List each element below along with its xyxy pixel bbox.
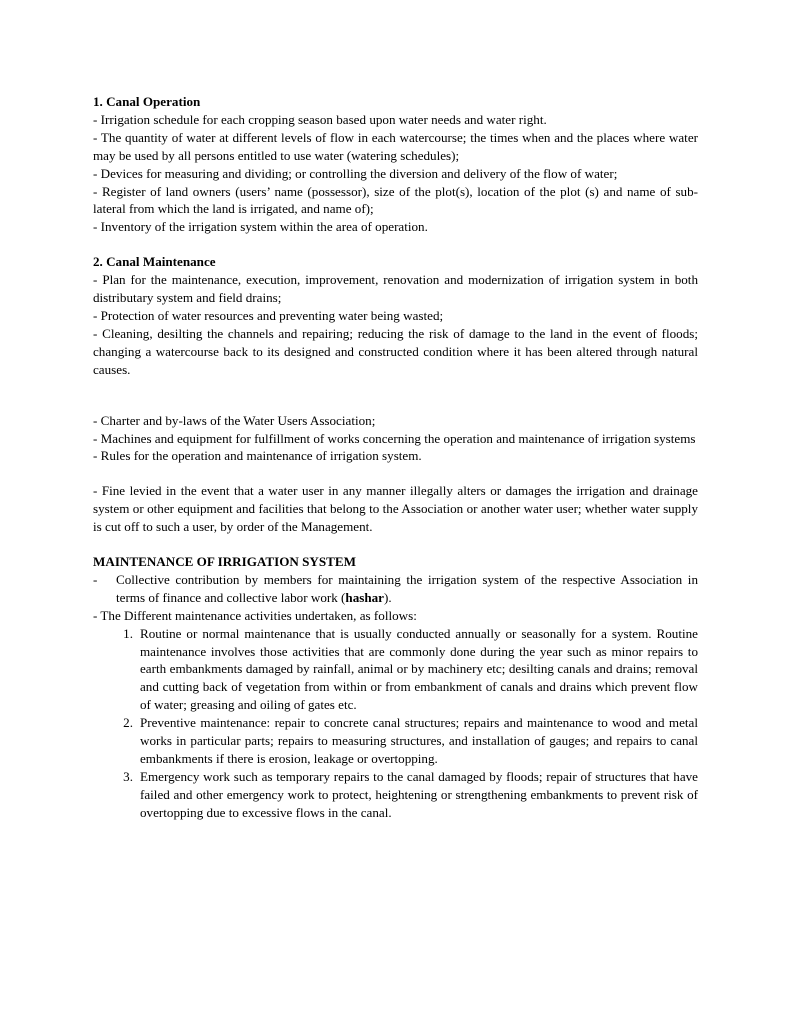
list-item-number: 3. (123, 768, 133, 784)
contribution-bold-term: hashar (345, 589, 384, 605)
spacer (93, 379, 698, 412)
paragraph-line: - Charter and by-laws of the Water Users Association; (93, 412, 376, 428)
activities-intro: - The Different maintenance activities undertaken, as follows: (93, 607, 417, 623)
maintenance-activities-list (93, 625, 698, 822)
paragraph-line: - Register of land owners (users’ name (possessor), size of the plot(s), location of the plot (s) and name of sub-lateral from which the land is irrigated, and name of); (93, 183, 698, 217)
paragraph-fine: - Fine levied in the event that a water user in any manner illegally alters or damages the irrigation and drainage system or other equipment and facilities that belong to the Association or another water user; whether water supply is cut off to such a user, by order of the Management. (93, 483, 698, 535)
paragraph-line: - The quantity of water at different levels of flow in each watercourse; the times when and the places where water may be used by all persons entitled to use water (watering schedules); (93, 129, 698, 163)
contribution-text-end: ). (384, 589, 392, 605)
paragraph-line: - Plan for the maintenance, execution, improvement, renovation and modernization of irrigation system in both distributary system and field drains; (93, 272, 698, 306)
paragraph-line: - Machines and equipment for fulfillment of works concerning the operation and maintenance of irrigation systems (93, 430, 696, 446)
contribution-text (116, 571, 698, 607)
document-page (93, 93, 698, 822)
list-item (93, 714, 698, 768)
list-item-number: 2. (123, 715, 133, 731)
list-item-text: Routine or normal maintenance that is usually conducted annually or seasonally for a system. Routine maintenance involves those activities that are commonly done during the year such as minor repairs to earth embankments damaged by rainfall, animal or by machinery etc; desilting canals and drains; removal and cutting back of vegetation from within or from embankment of canals and drains which prevent flow of water; greasing and oiling of gates etc. (140, 625, 698, 713)
section-heading-canal-operation: 1. Canal Operation (93, 94, 201, 109)
paragraph-line: - Rules for the operation and maintenance of irrigation system. (93, 448, 422, 464)
spacer (93, 536, 698, 553)
paragraph-line: - Devices for measuring and dividing; or controlling the diversion and delivery of the flow of water; (93, 165, 618, 181)
paragraph-line: - Inventory of the irrigation system within the area of operation. (93, 219, 428, 235)
contribution-text-start: Collective contribution by members for maintaining the irrigation system of the respective Association in terms of finance and collective labor work ( (116, 571, 698, 605)
paragraph-line: - Cleaning, desilting the channels and repairing; reducing the risk of damage to the land in the event of floods; changing a watercourse back to its designed and constructed condition where it has been altered through natural causes. (93, 325, 698, 377)
contribution-item (93, 571, 698, 607)
list-item (93, 625, 698, 715)
section-heading-maintenance-of-irrigation-system: MAINTENANCE OF IRRIGATION SYSTEM (93, 554, 356, 570)
paragraph-line: - Protection of water resources and preventing water being wasted; (93, 307, 444, 323)
section-heading-canal-maintenance: 2. Canal Maintenance (93, 254, 216, 270)
list-item (93, 768, 698, 822)
spacer (93, 236, 698, 253)
list-item-text: Emergency work such as temporary repairs to the canal damaged by floods; repair of structures that have failed and other emergency work to protect, heightening or strengthening embankments to prevent risk of overtopping due to excessive flows in the canal. (140, 768, 698, 820)
spacer (93, 465, 698, 482)
list-dash: - (93, 571, 98, 587)
list-item-text: Preventive maintenance: repair to concrete canal structures; repairs and maintenance to wood and metal works in particular parts; repairs to measuring structures, and installation of gauges; and repairs to canal embankments if there is erosion, leakage or overtopping. (140, 715, 698, 766)
list-item-number: 1. (123, 625, 133, 641)
paragraph-line: - Irrigation schedule for each cropping season based upon water needs and water right. (93, 111, 547, 127)
